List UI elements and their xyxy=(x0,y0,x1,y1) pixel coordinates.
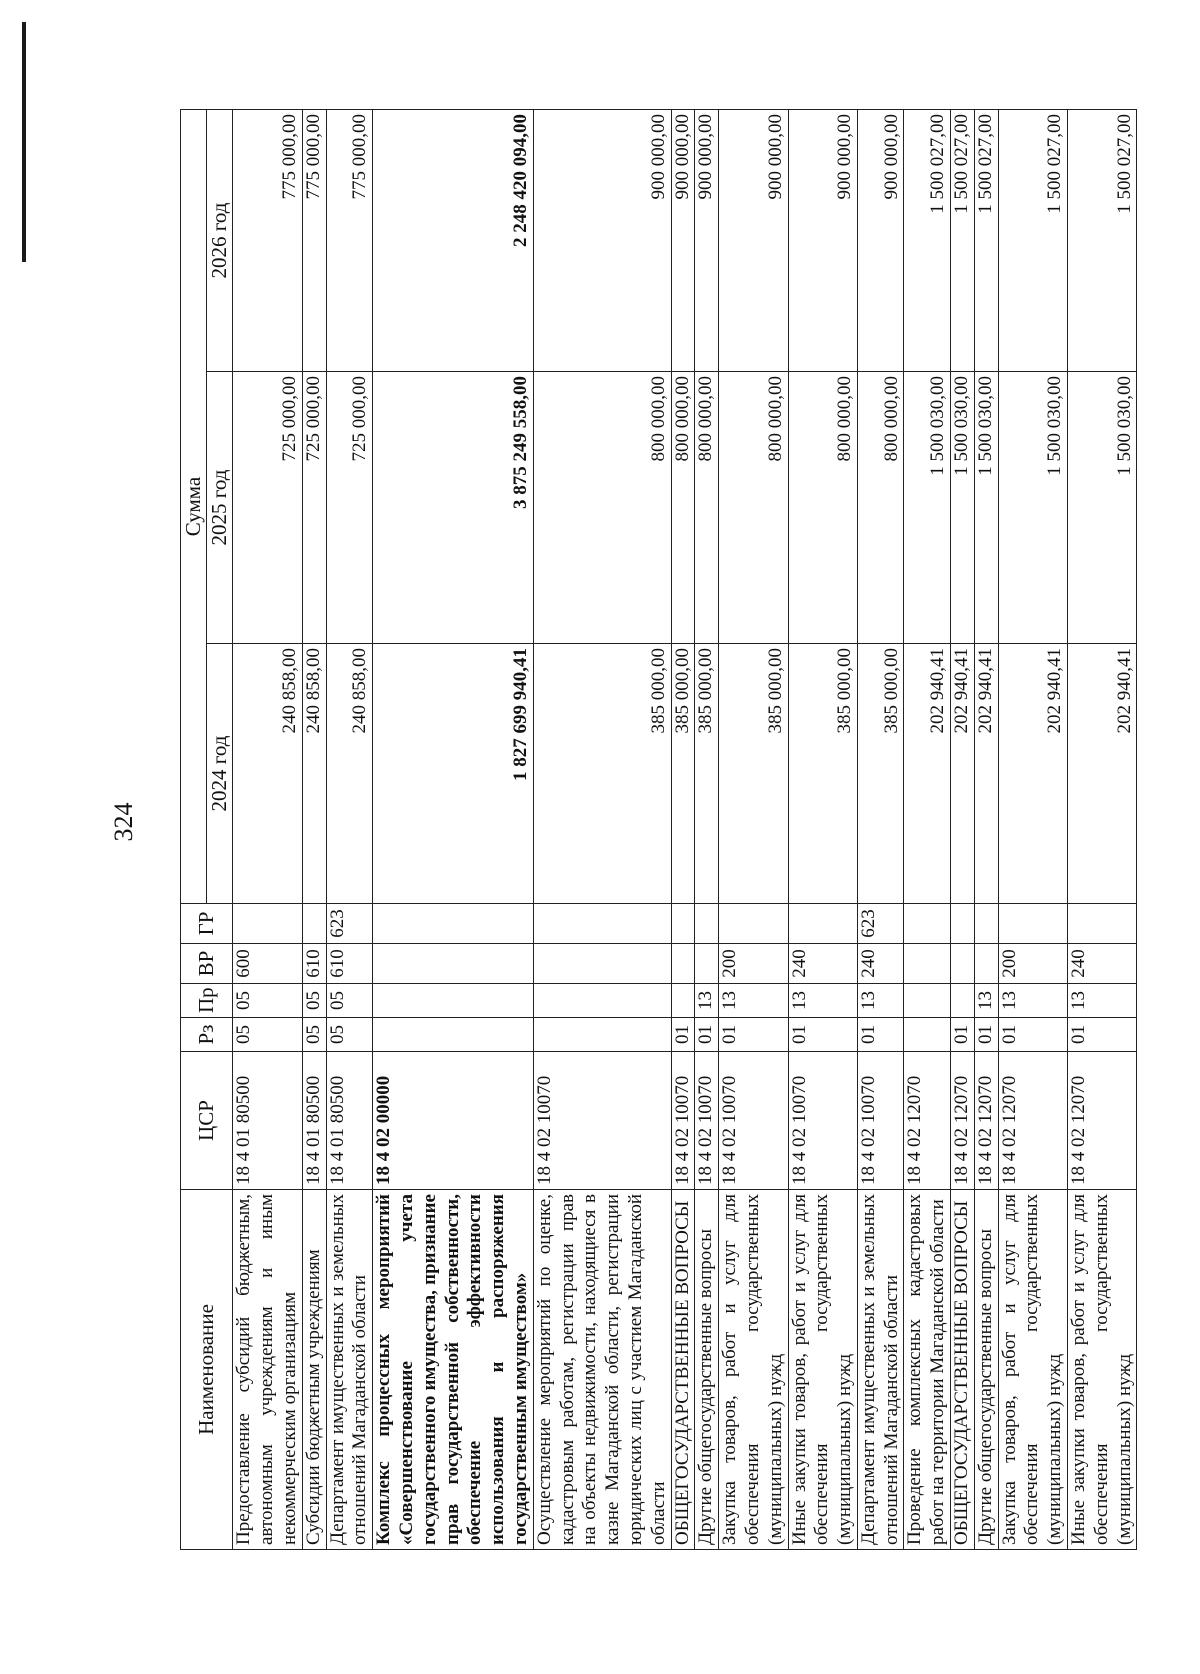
cell-sum-2025: 1 500 030,00 xyxy=(904,372,951,644)
scan-margin-bar xyxy=(22,22,26,262)
table-row xyxy=(326,109,373,1549)
cell-sum-2026: 1 500 027,00 xyxy=(998,109,1067,371)
cell-name: Иные закупки товаров, работ и услуг для обеспечения государственных (муниципальных) нужд xyxy=(788,1190,857,1550)
cell-sum-2026: 900 000,00 xyxy=(533,109,671,371)
cell-gr xyxy=(1068,904,1137,944)
cell-csr: 18 4 02 10070 xyxy=(533,1052,671,1190)
cell-sum-2026: 775 000,00 xyxy=(233,109,302,371)
header-name: Наименование xyxy=(181,1190,233,1550)
cell-rz: 01 xyxy=(951,1018,975,1052)
cell-vr: 240 xyxy=(857,944,904,984)
cell-gr xyxy=(998,904,1067,944)
cell-rz: 01 xyxy=(695,1018,719,1052)
header-row-1 xyxy=(181,109,207,1549)
cell-rz: 05 xyxy=(326,1018,373,1052)
cell-sum-2024: 385 000,00 xyxy=(719,644,788,904)
cell-vr xyxy=(904,944,951,984)
cell-sum-2024: 240 858,00 xyxy=(326,644,373,904)
cell-vr: 600 xyxy=(233,944,302,984)
cell-sum-2025: 800 000,00 xyxy=(671,372,695,644)
cell-sum-2024: 385 000,00 xyxy=(857,644,904,904)
cell-name: ОБЩЕГОСУДАРСТВЕННЫЕ ВОПРОСЫ xyxy=(671,1190,695,1550)
cell-sum-2025: 725 000,00 xyxy=(302,372,326,644)
header-vr: ВР xyxy=(181,944,233,984)
table-row xyxy=(788,109,857,1549)
header-year-2024: 2024 год xyxy=(207,644,233,904)
header-year-2025: 2025 год xyxy=(207,372,233,644)
header-year-2026: 2026 год xyxy=(207,109,233,371)
cell-gr: 623 xyxy=(326,904,373,944)
cell-sum-2025: 725 000,00 xyxy=(326,372,373,644)
cell-name: Другие общегосударственные вопросы xyxy=(974,1190,998,1550)
budget-table xyxy=(180,109,1137,1550)
cell-csr: 18 4 02 12070 xyxy=(974,1052,998,1190)
cell-gr xyxy=(373,904,534,944)
cell-rz: 01 xyxy=(671,1018,695,1052)
cell-name: Департамент имущественных и земельных отношений Магаданской области xyxy=(326,1190,373,1550)
table-row xyxy=(695,109,719,1549)
cell-csr: 18 4 01 80500 xyxy=(233,1052,302,1190)
table-row xyxy=(1068,109,1137,1549)
header-gr: ГР xyxy=(181,904,233,944)
table-row xyxy=(951,109,975,1549)
cell-rz xyxy=(533,1018,671,1052)
cell-sum-2025: 800 000,00 xyxy=(719,372,788,644)
table-body xyxy=(233,109,1137,1549)
cell-vr: 240 xyxy=(788,944,857,984)
cell-sum-2026: 900 000,00 xyxy=(719,109,788,371)
cell-name: ОБЩЕГОСУДАРСТВЕННЫЕ ВОПРОСЫ xyxy=(951,1190,975,1550)
cell-pr: 13 xyxy=(695,984,719,1018)
cell-vr xyxy=(373,944,534,984)
cell-sum-2024: 202 940,41 xyxy=(951,644,975,904)
table-row xyxy=(671,109,695,1549)
cell-pr: 05 xyxy=(326,984,373,1018)
cell-csr: 18 4 02 12070 xyxy=(998,1052,1067,1190)
cell-rz: 01 xyxy=(998,1018,1067,1052)
cell-sum-2026: 1 500 027,00 xyxy=(1068,109,1137,371)
cell-pr xyxy=(904,984,951,1018)
cell-sum-2025: 1 500 030,00 xyxy=(951,372,975,644)
cell-rz: 01 xyxy=(857,1018,904,1052)
table-row xyxy=(998,109,1067,1549)
cell-vr xyxy=(695,944,719,984)
cell-vr: 200 xyxy=(998,944,1067,984)
table-row xyxy=(233,109,302,1549)
cell-sum-2024: 240 858,00 xyxy=(233,644,302,904)
cell-pr: 13 xyxy=(719,984,788,1018)
cell-csr: 18 4 02 10070 xyxy=(719,1052,788,1190)
cell-sum-2024: 202 940,41 xyxy=(1068,644,1137,904)
cell-sum-2024: 385 000,00 xyxy=(533,644,671,904)
cell-csr: 18 4 02 12070 xyxy=(904,1052,951,1190)
cell-sum-2026: 900 000,00 xyxy=(695,109,719,371)
cell-rz: 01 xyxy=(788,1018,857,1052)
cell-csr: 18 4 02 00000 xyxy=(373,1052,534,1190)
cell-sum-2026: 775 000,00 xyxy=(302,109,326,371)
cell-pr: 13 xyxy=(788,984,857,1018)
cell-pr: 13 xyxy=(857,984,904,1018)
cell-name: Предоставление субсидий бюджетным, автономным учреждениям и иным некоммерческим организациям xyxy=(233,1190,302,1550)
cell-sum-2026: 775 000,00 xyxy=(326,109,373,371)
cell-sum-2025: 800 000,00 xyxy=(533,372,671,644)
cell-name: Закупка товаров, работ и услуг для обеспечения государственных (муниципальных) нужд xyxy=(719,1190,788,1550)
cell-pr: 13 xyxy=(1068,984,1137,1018)
cell-name: Проведение комплексных кадастровых работ на территории Магаданской области xyxy=(904,1190,951,1550)
cell-sum-2026: 900 000,00 xyxy=(788,109,857,371)
cell-pr xyxy=(951,984,975,1018)
cell-rz: 05 xyxy=(302,1018,326,1052)
cell-gr xyxy=(788,904,857,944)
cell-csr: 18 4 02 10070 xyxy=(671,1052,695,1190)
cell-sum-2025: 800 000,00 xyxy=(788,372,857,644)
header-sum: Сумма xyxy=(181,109,207,903)
cell-csr: 18 4 01 80500 xyxy=(326,1052,373,1190)
header-pr: Пр xyxy=(181,984,233,1018)
cell-rz: 01 xyxy=(1068,1018,1137,1052)
page-number: 324 xyxy=(109,802,138,842)
cell-vr: 610 xyxy=(326,944,373,984)
cell-gr xyxy=(302,904,326,944)
cell-sum-2025: 1 500 030,00 xyxy=(1068,372,1137,644)
cell-sum-2024: 1 827 699 940,41 xyxy=(373,644,534,904)
cell-sum-2024: 202 940,41 xyxy=(998,644,1067,904)
cell-name: Иные закупки товаров, работ и услуг для обеспечения государственных (муниципальных) нужд xyxy=(1068,1190,1137,1550)
cell-sum-2024: 385 000,00 xyxy=(671,644,695,904)
cell-vr: 200 xyxy=(719,944,788,984)
cell-sum-2026: 1 500 027,00 xyxy=(974,109,998,371)
cell-csr: 18 4 02 12070 xyxy=(1068,1052,1137,1190)
cell-sum-2025: 800 000,00 xyxy=(695,372,719,644)
cell-name: Субсидии бюджетным учреждениям xyxy=(302,1190,326,1550)
cell-pr: 05 xyxy=(233,984,302,1018)
cell-sum-2025: 3 875 249 558,00 xyxy=(373,372,534,644)
table-row xyxy=(857,109,904,1549)
cell-rz: 01 xyxy=(719,1018,788,1052)
cell-sum-2026: 900 000,00 xyxy=(857,109,904,371)
table-row xyxy=(373,109,534,1549)
budget-table-rotated-container xyxy=(180,110,1135,1550)
cell-csr: 18 4 02 10070 xyxy=(857,1052,904,1190)
cell-gr xyxy=(974,904,998,944)
table-row xyxy=(974,109,998,1549)
cell-vr: 240 xyxy=(1068,944,1137,984)
cell-name: Департамент имущественных и земельных отношений Магаданской области xyxy=(857,1190,904,1550)
cell-sum-2024: 385 000,00 xyxy=(788,644,857,904)
cell-rz: 01 xyxy=(974,1018,998,1052)
cell-vr xyxy=(974,944,998,984)
cell-pr: 13 xyxy=(998,984,1067,1018)
cell-sum-2025: 725 000,00 xyxy=(233,372,302,644)
cell-pr xyxy=(373,984,534,1018)
cell-sum-2025: 1 500 030,00 xyxy=(974,372,998,644)
cell-gr xyxy=(233,904,302,944)
cell-gr xyxy=(533,904,671,944)
cell-gr xyxy=(951,904,975,944)
header-csr: ЦСР xyxy=(181,1052,233,1190)
cell-csr: 18 4 02 10070 xyxy=(695,1052,719,1190)
cell-pr: 05 xyxy=(302,984,326,1018)
cell-sum-2024: 202 940,41 xyxy=(974,644,998,904)
header-rz: Рз xyxy=(181,1018,233,1052)
cell-csr: 18 4 02 12070 xyxy=(951,1052,975,1190)
cell-sum-2024: 385 000,00 xyxy=(695,644,719,904)
cell-gr xyxy=(719,904,788,944)
cell-gr: 623 xyxy=(857,904,904,944)
cell-name: Закупка товаров, работ и услуг для обеспечения государственных (муниципальных) нужд xyxy=(998,1190,1067,1550)
cell-sum-2026: 1 500 027,00 xyxy=(951,109,975,371)
table-row xyxy=(302,109,326,1549)
cell-name: Комплекс процессных мероприятий «Совершенствование учета государственного имущества, признание прав государственной собственности, обеспечение эффективности использования и распоряжения государственным имуществом» xyxy=(373,1190,534,1550)
cell-csr: 18 4 02 10070 xyxy=(788,1052,857,1190)
cell-pr xyxy=(671,984,695,1018)
cell-sum-2025: 1 500 030,00 xyxy=(998,372,1067,644)
cell-pr xyxy=(533,984,671,1018)
cell-sum-2026: 2 248 420 094,00 xyxy=(373,109,534,371)
cell-name: Осуществление мероприятий по оценке, кадастровым работам, регистрации прав на объекты недвижимости, находящиеся в казне Магаданской области, регистрации юридических лиц с участием Магаданской области xyxy=(533,1190,671,1550)
cell-sum-2025: 800 000,00 xyxy=(857,372,904,644)
cell-name: Другие общегосударственные вопросы xyxy=(695,1190,719,1550)
cell-rz xyxy=(904,1018,951,1052)
cell-vr: 610 xyxy=(302,944,326,984)
cell-gr xyxy=(671,904,695,944)
cell-pr: 13 xyxy=(974,984,998,1018)
cell-vr xyxy=(533,944,671,984)
cell-sum-2024: 202 940,41 xyxy=(904,644,951,904)
cell-gr xyxy=(904,904,951,944)
cell-sum-2026: 900 000,00 xyxy=(671,109,695,371)
table-header xyxy=(181,109,233,1549)
cell-sum-2026: 1 500 027,00 xyxy=(904,109,951,371)
cell-gr xyxy=(695,904,719,944)
cell-rz: 05 xyxy=(233,1018,302,1052)
cell-vr xyxy=(671,944,695,984)
cell-sum-2024: 240 858,00 xyxy=(302,644,326,904)
table-row xyxy=(904,109,951,1549)
cell-csr: 18 4 01 80500 xyxy=(302,1052,326,1190)
table-row xyxy=(533,109,671,1549)
cell-rz xyxy=(373,1018,534,1052)
table-row xyxy=(719,109,788,1549)
cell-vr xyxy=(951,944,975,984)
